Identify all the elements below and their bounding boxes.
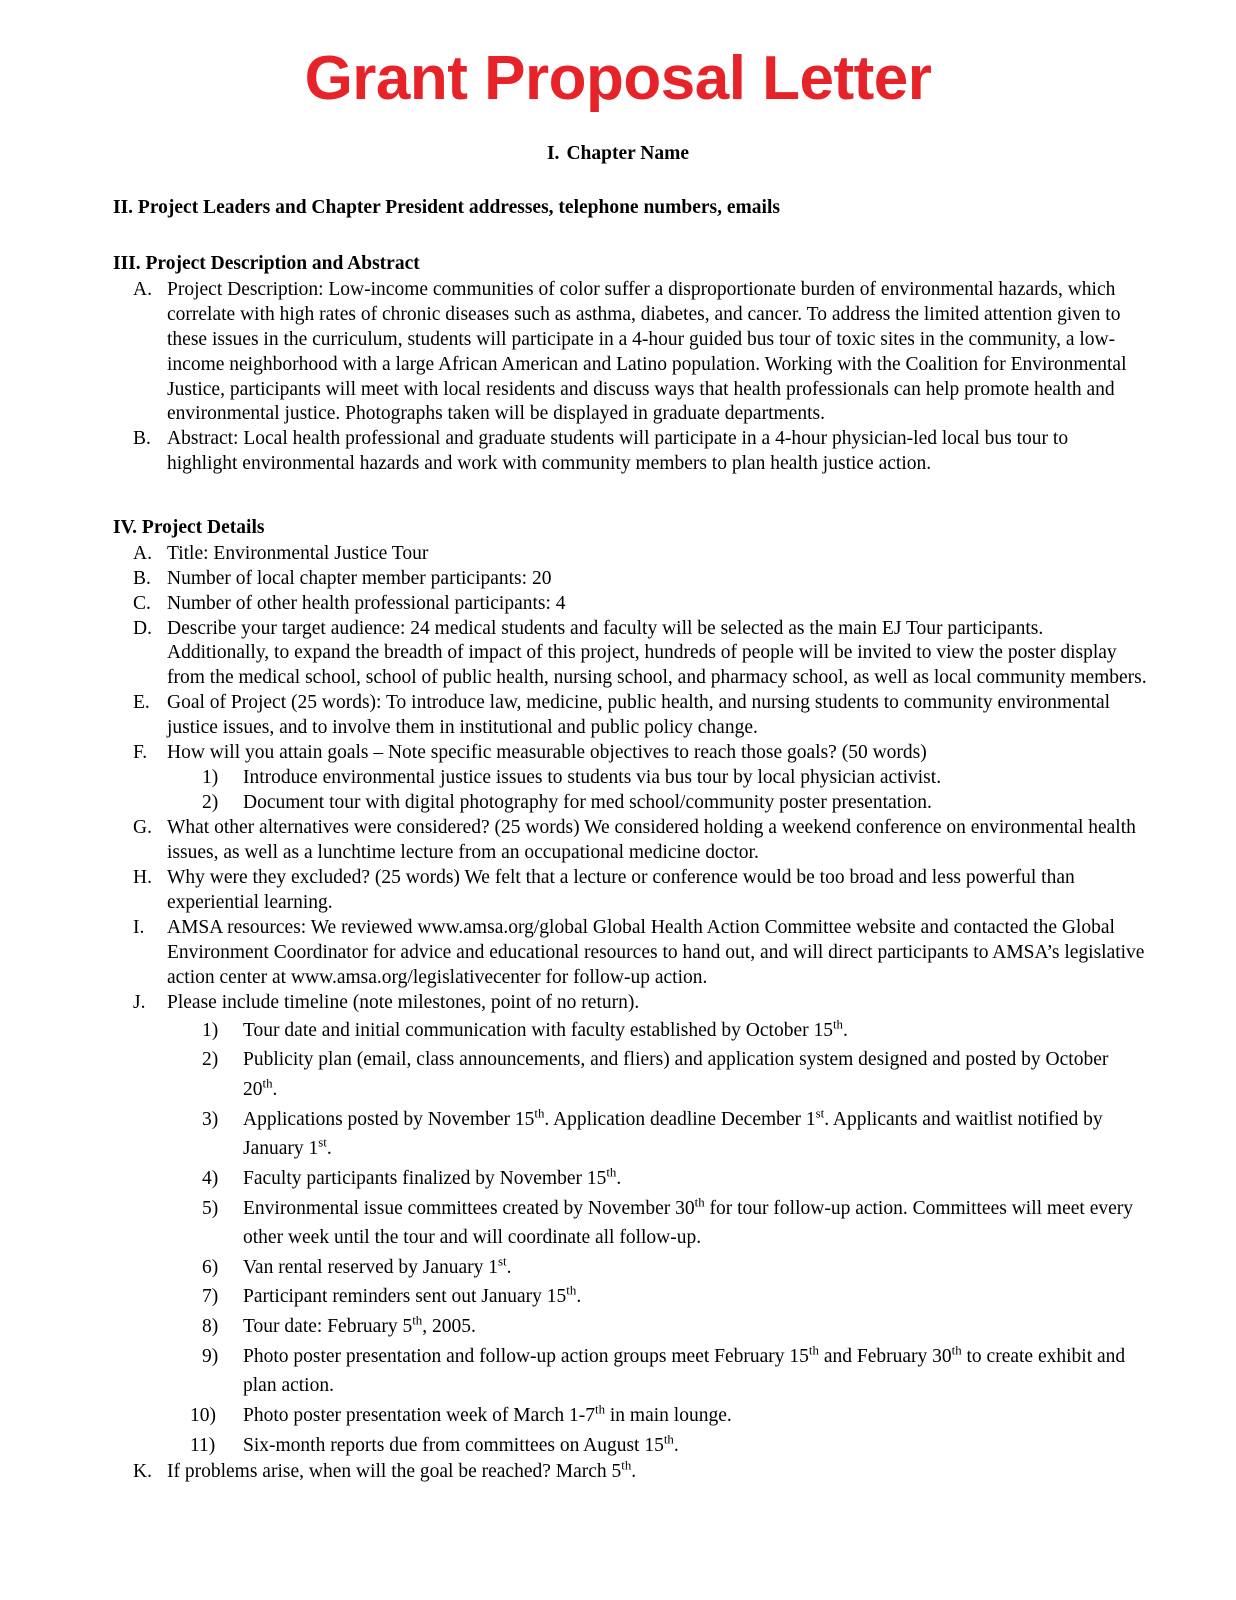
list-marker: 5) <box>202 1197 219 1219</box>
timeline-text: Applications posted by November 15th. Application deadline December 1st. Applicants and waitlist notified by January 1st. <box>243 1106 1103 1160</box>
ordinal-suffix: th <box>412 1313 423 1328</box>
chapter-name-heading <box>0 111 1236 165</box>
ordinal-suffix: th <box>694 1195 705 1210</box>
ordinal-suffix: th <box>566 1283 577 1298</box>
section-heading-ii: II. Project Leaders and Chapter President addresses, telephone numbers, emails <box>113 197 780 219</box>
list-marker: F. <box>133 742 148 764</box>
ordinal-suffix: th <box>595 1402 606 1417</box>
list-marker: 1) <box>202 767 219 789</box>
list-marker: 7) <box>202 1286 219 1308</box>
ordinal-suffix: th <box>663 1432 674 1447</box>
timeline-text: Photo poster presentation week of March 1-7th in main lounge. <box>243 1402 732 1426</box>
list-marker: C. <box>133 592 151 614</box>
chapter-name-label: Chapter Name <box>566 143 690 165</box>
list-item <box>0 791 1236 816</box>
page-title: Grant Proposal Letter <box>304 44 932 113</box>
list-item-text: Number of local chapter member participants: 20 <box>167 567 552 589</box>
list-item <box>0 1460 1236 1485</box>
timeline-text: Six-month reports due from committees on August 15th. <box>243 1432 679 1456</box>
list-item-text: Title: Environmental Justice Tour <box>167 542 429 564</box>
list-item <box>0 592 1236 617</box>
timeline-list <box>0 1016 1236 1460</box>
timeline-item <box>0 1431 1236 1461</box>
list-item-text: How will you attain goals – Note specific measurable objectives to reach those goals? (50 words) <box>167 742 927 764</box>
timeline-item <box>0 1253 1236 1283</box>
timeline-text: Tour date and initial communication with faculty established by October 15th. <box>243 1017 848 1041</box>
list-marker: A. <box>133 278 152 300</box>
list-item <box>0 916 1236 991</box>
ordinal-suffix: st <box>498 1254 507 1269</box>
list-item-text: Please include timeline (note milestones, point of no return). <box>167 991 640 1013</box>
timeline-text: Faculty participants finalized by November 15th. <box>243 1165 622 1189</box>
list-item <box>0 567 1236 592</box>
list-item-text: AMSA resources: We reviewed www.amsa.org/global Global Health Action Committee website and contacted the Global Environment Coordinator for advice and educational resources to hand out, and will direct participants to AMSA’s legislative action center at www.amsa.org/legislativecenter for follow-up action. <box>167 916 1145 988</box>
list-marker: D. <box>133 617 152 639</box>
ordinal-suffix: th <box>262 1076 273 1091</box>
timeline-text: Van rental reserved by January 1st. <box>243 1254 512 1278</box>
list-marker: 10) <box>190 1404 216 1426</box>
timeline-item <box>0 1105 1236 1164</box>
timeline-item <box>0 1016 1236 1046</box>
section-heading-iii: III. Project Description and Abstract <box>113 253 420 275</box>
list-marker: H. <box>133 867 152 889</box>
list-marker: K. <box>133 1461 152 1483</box>
list-marker: I. <box>133 916 145 938</box>
timeline-text: Publicity plan (email, class announcements, and fliers) and application system designed and posted by October 20th. <box>243 1049 1109 1101</box>
list-item-text: Describe your target audience: 24 medical students and faculty will be selected as the main EJ Tour participants. Additionally, to expand the breadth of impact of this project, hundreds of people will be invited to view the poster display from the medical school, school of public health, nursing school, and pharmacy school, as well as local community members. <box>167 617 1147 689</box>
list-marker: 4) <box>202 1167 219 1189</box>
list-item-text: Introduce environmental justice issues to students via bus tour by local physician activist. <box>243 767 942 789</box>
list-marker: 3) <box>202 1108 219 1130</box>
list-item <box>0 991 1236 1016</box>
list-item-text: If problems arise, when will the goal be reached? March 5th. <box>167 1458 637 1483</box>
list-item-text: Why were they excluded? (25 words) We felt that a lecture or conference would be too broad and less powerful than experiential learning. <box>167 867 1075 913</box>
timeline-item <box>0 1045 1236 1104</box>
list-item-text: Project Description: Low-income communities of color suffer a disproportionate burden of environmental hazards, which correlate with high rates of chronic diseases such as asthma, diabetes, and cancer. To address the limited attention given to these issues in the curriculum, students will participate in a 4-hour guided bus tour of toxic sites in the community, a low-income neighborhood with a large African American and Latino population. Working with the Coalition for Environmental Justice, participants will meet with local residents and discuss ways that health professionals can help promote health and environmental justice. Photographs taken will be displayed in graduate departments. <box>167 278 1127 425</box>
timeline-item <box>0 1282 1236 1312</box>
ordinal-suffix: th <box>808 1343 819 1358</box>
ordinal-suffix: th <box>832 1017 843 1032</box>
list-marker: 2) <box>202 792 219 814</box>
list-item <box>0 278 1236 428</box>
list-item <box>0 766 1236 791</box>
ordinal-suffix: th <box>606 1165 617 1180</box>
list-marker: 11) <box>190 1434 216 1456</box>
ordinal-suffix: st <box>815 1106 825 1121</box>
list-marker: B. <box>133 428 151 450</box>
ordinal-suffix: th <box>951 1343 962 1358</box>
list-marker: E. <box>133 692 150 714</box>
timeline-item <box>0 1194 1236 1253</box>
list-marker: 6) <box>202 1256 219 1278</box>
ordinal-suffix: st <box>318 1135 327 1150</box>
chapter-numeral: I. <box>546 143 560 165</box>
list-item-text: Abstract: Local health professional and graduate students will participate in a 4-hour physician-led local bus tour to highlight environmental hazards and work with community members to plan health justice action. <box>167 428 1069 475</box>
list-marker: 1) <box>202 1019 219 1041</box>
list-item <box>0 741 1236 766</box>
section-iii-list <box>0 278 1236 478</box>
ordinal-suffix: th <box>621 1458 632 1473</box>
list-item <box>0 617 1236 692</box>
timeline-text: Environmental issue committees created by November 30th for tour follow-up action. Committees will meet every other week until the tour and will coordinate all follow-up. <box>243 1195 1133 1249</box>
list-item-text: Number of other health professional participants: 4 <box>167 592 566 614</box>
list-item <box>0 816 1236 866</box>
timeline-text: Tour date: February 5th, 2005. <box>243 1313 476 1338</box>
list-item-text: What other alternatives were considered? (25 words) We considered holding a weekend conference on environmental health issues, as well as a lunchtime lecture from an occupational medicine doctor. <box>167 817 1136 864</box>
timeline-item <box>0 1164 1236 1194</box>
list-item <box>0 542 1236 567</box>
timeline-text: Participant reminders sent out January 15th. <box>243 1283 582 1308</box>
list-item <box>0 866 1236 916</box>
list-item <box>0 427 1236 477</box>
list-marker: 2) <box>202 1049 219 1071</box>
section-heading-iv: IV. Project Details <box>113 517 265 539</box>
list-marker: A. <box>133 542 152 564</box>
list-item <box>0 691 1236 741</box>
timeline-item <box>0 1342 1236 1401</box>
list-item-text: Document tour with digital photography for med school/community poster presentation. <box>243 792 932 814</box>
timeline-item <box>0 1401 1236 1431</box>
list-marker: 8) <box>202 1316 219 1338</box>
section-iv-list <box>0 542 1236 1485</box>
section-iv-f-sublist <box>0 766 1236 816</box>
list-item-text: Goal of Project (25 words): To introduce law, medicine, public health, and nursing students to community environmental justice issues, and to involve them in institutional and public policy change. <box>167 692 1111 739</box>
timeline-item <box>0 1312 1236 1342</box>
ordinal-suffix: th <box>534 1106 545 1121</box>
list-marker: J. <box>133 991 146 1013</box>
list-marker: 9) <box>202 1345 219 1367</box>
list-marker: G. <box>133 817 152 839</box>
list-marker: B. <box>133 567 151 589</box>
timeline-text: Photo poster presentation and follow-up action groups meet February 15th and February 30th to create exhibit and plan action. <box>243 1343 1126 1397</box>
